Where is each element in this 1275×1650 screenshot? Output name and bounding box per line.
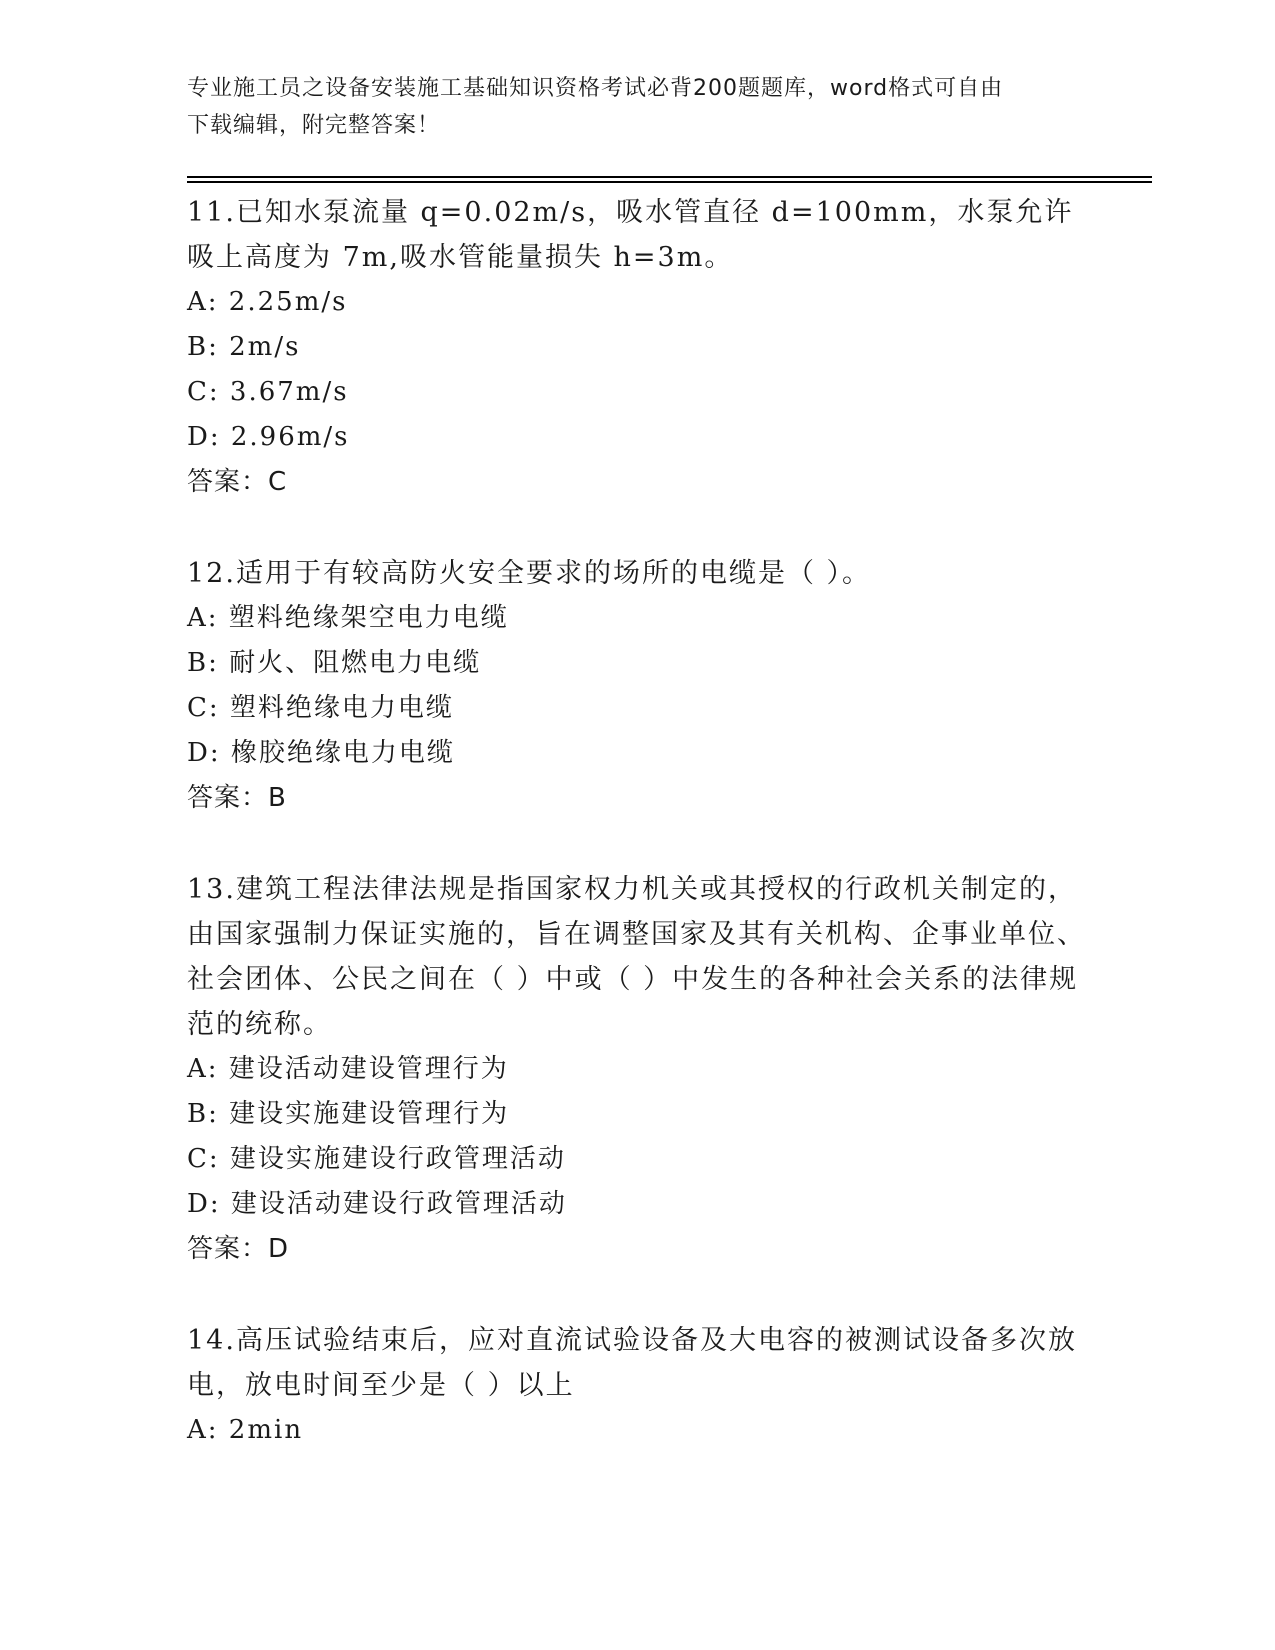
question-list [187,190,1087,1453]
option-a: A: 2min [187,1415,304,1445]
question-text: 12.适用于有较高防火安全要求的场所的电缆是（ ）。 [187,558,872,589]
header-rule-bottom [187,181,1152,183]
option-b: B: 建设实施建设管理行为 [187,1099,510,1129]
answer: 答案：B [187,783,287,813]
option-c: C: 塑料绝缘电力电缆 [187,693,454,723]
option-c: C: 3.67m/s [187,377,349,407]
option-c: C: 建设实施建设行政管理活动 [187,1144,566,1174]
header-rule-top [187,176,1152,178]
answer: 答案：C [187,467,288,497]
option-b: B: 耐火、阻燃电力电缆 [187,648,482,678]
header-line-2: 下载编辑，附完整答案！ [187,113,441,138]
option-a: A: 2.25m/s [187,287,348,317]
question-13 [187,867,1087,1272]
question-12 [187,551,1087,821]
header-line-1: 专业施工员之设备安装施工基础知识资格考试必背200题题库，word格式可自由 [187,76,1004,101]
spacer [187,1272,1087,1318]
question-11 [187,190,1087,505]
spacer [187,821,1087,867]
option-d: D: 2.96m/s [187,422,350,452]
spacer [187,505,1087,551]
option-b: B: 2m/s [187,332,301,362]
option-a: A: 建设活动建设管理行为 [187,1054,509,1084]
question-text: 14.高压试验结束后，应对直流试验设备及大电容的被测试设备多次放电，放电时间至少是（ ）以上 [187,1325,1077,1401]
question-14 [187,1318,1087,1453]
question-text: 13.建筑工程法律法规是指国家权力机关或其授权的行政机关制定的，由国家强制力保证实施的，旨在调整国家及其有关机构、企事业单位、社会团体、公民之间在（ ）中或（ ）中发生的各种社会关系的法律规范的统称。 [187,874,1086,1040]
document-header [187,70,1087,144]
question-text: 11.已知水泵流量 q=0.02m/s，吸水管直径 d=100mm，水泵允许吸上高度为 7m,吸水管能量损失 h=3m。 [187,197,1074,273]
option-d: D: 橡胶绝缘电力电缆 [187,738,455,768]
answer: 答案：D [187,1234,290,1264]
option-d: D: 建设活动建设行政管理活动 [187,1189,567,1219]
option-a: A: 塑料绝缘架空电力电缆 [187,603,509,633]
